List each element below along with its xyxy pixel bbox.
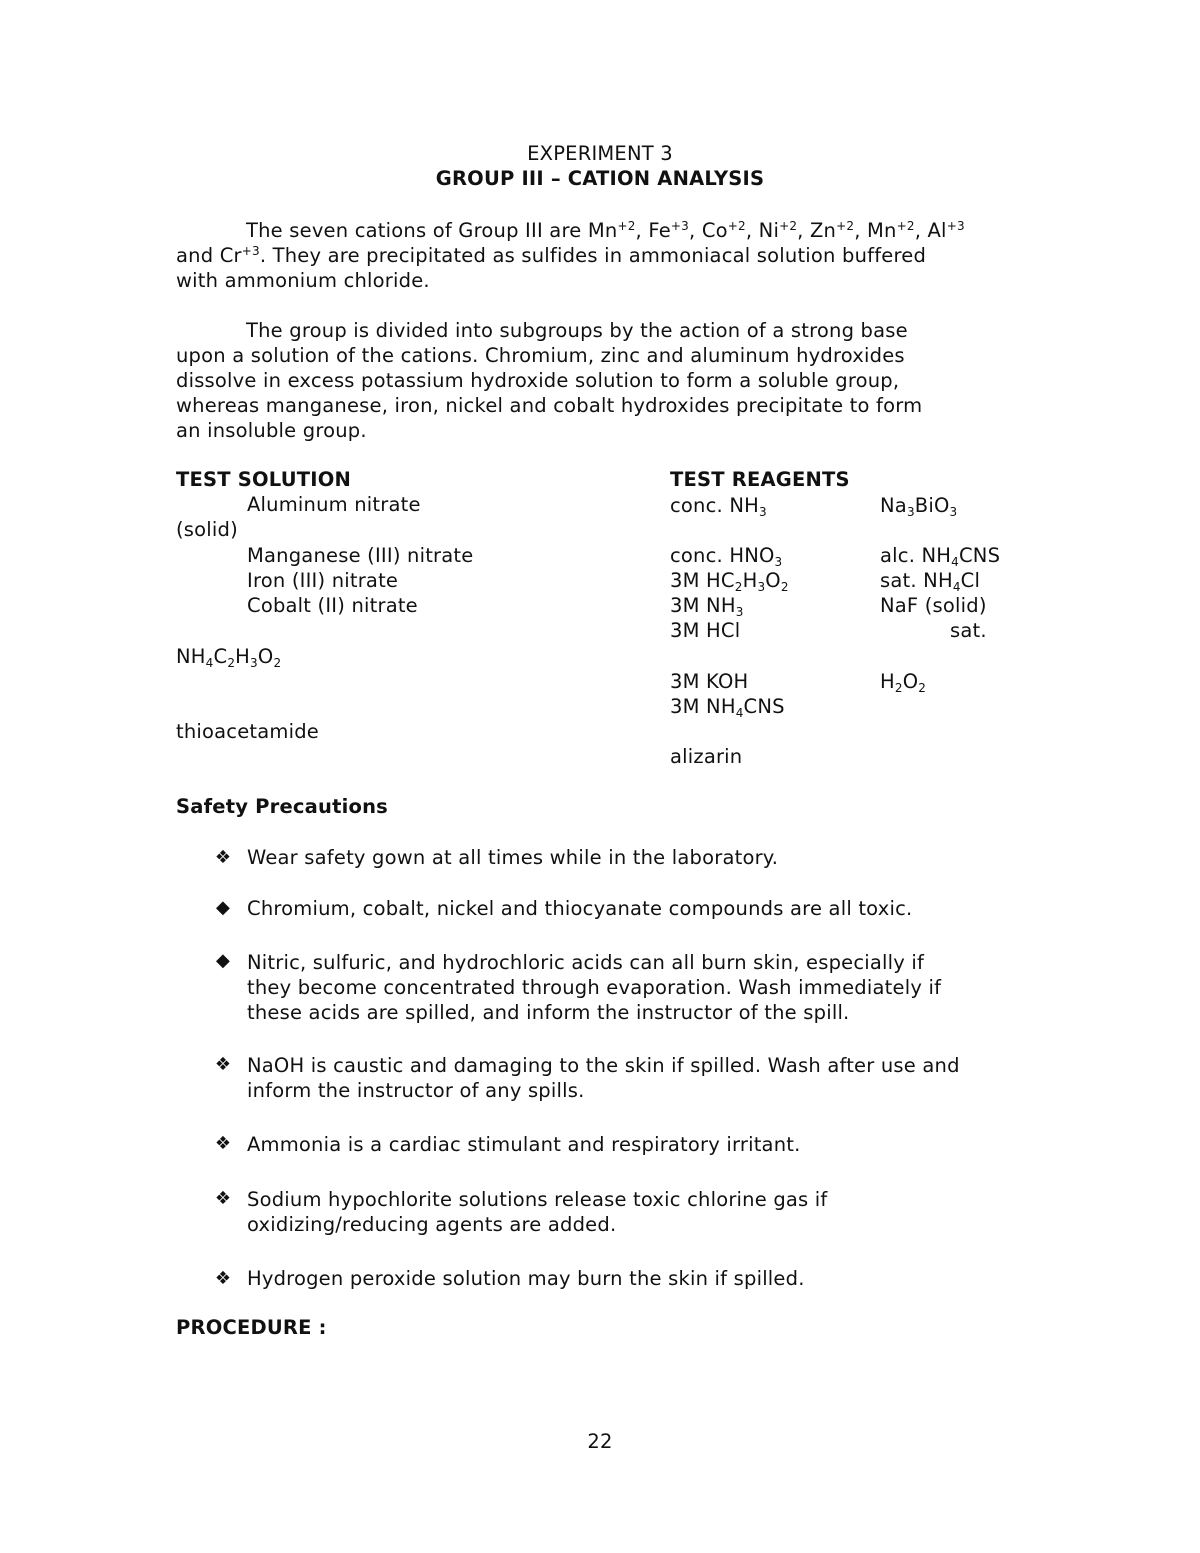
reagent-h2o2: $H_2O_2$ [880, 670, 927, 695]
reagent-alc-nh4cns: alc. $NH_4CNS$ [880, 544, 1001, 569]
four-diamond-bullet-icon: ❖ [214, 847, 232, 868]
safety-heading: Safety Precautions [176, 795, 388, 818]
subgroup-line-2: upon a solution of the cations. Chromium, zinc and aluminum hydroxides [176, 344, 905, 367]
safety-item-ammonia: Ammonia is a cardiac stimulant and respiratory irritant. [247, 1133, 801, 1156]
reagent-acetic-acid: 3M $HC_2H_3O_2$ [670, 569, 789, 594]
safety-item-peroxide: Hydrogen peroxide solution may burn the skin if spilled. [247, 1267, 805, 1290]
test-solution-heading: TEST SOLUTION [176, 468, 351, 491]
page-number: 22 [587, 1430, 613, 1453]
four-diamond-bullet-icon: ❖ [214, 1188, 232, 1209]
reagent-3m-nh3: 3M $NH_3$ [670, 594, 744, 619]
reagent-3m-koh: 3M KOH [670, 670, 749, 693]
experiment-title: EXPERIMENT 3 [527, 142, 673, 165]
solution-ammonium-acetate: $NH_4C_2H_3O_2$ [176, 645, 282, 670]
safety-item-acids: Nitric, sulfuric, and hydrochloric acids can all burn skin, especially if they become concentrated through evaporation. Wash immediately if these acids are spilled, and inform the instructor of the spill. [247, 951, 942, 1024]
cation-zn: $Zn^{+2}$ [809, 219, 855, 242]
black-diamond-bullet-icon: ◆ [215, 897, 231, 918]
reagent-sat-label: sat. [950, 619, 987, 642]
black-diamond-bullet-icon: ◆ [215, 950, 231, 971]
reagent-conc-hno3: conc. $HNO_3$ [670, 544, 783, 569]
intro-line-3: with ammonium chloride. [176, 269, 430, 292]
four-diamond-bullet-icon: ❖ [214, 1133, 232, 1154]
solution-cobalt-nitrate: Cobalt (II) nitrate [247, 594, 418, 617]
solution-iron-nitrate: Iron (III) nitrate [247, 569, 399, 592]
cation-mn: $Mn^{+2}$ [587, 219, 636, 242]
safety-item-toxic-compounds: Chromium, cobalt, nickel and thiocyanate compounds are all toxic. [247, 897, 913, 920]
cation-mn-2: $Mn^{+2}$ [867, 219, 915, 242]
solution-aluminum-nitrate: Aluminum nitrate [247, 493, 421, 516]
safety-item-naoh: NaOH is caustic and damaging to the skin if spilled. Wash after use and inform the instructor of any spills. [247, 1054, 960, 1102]
subgroup-line-3: dissolve in excess potassium hydroxide solution to form a soluble group, [176, 369, 900, 392]
solution-manganese-nitrate: Manganese (III) nitrate [247, 544, 474, 567]
four-diamond-bullet-icon: ❖ [214, 1268, 232, 1289]
reagent-alizarin: alizarin [670, 745, 743, 768]
cation-co: $Co^{+2}$ [701, 219, 746, 242]
reagent-naf: NaF (solid) [880, 594, 987, 617]
reagent-sat-nh4cl: sat. $NH_4Cl$ [880, 569, 981, 594]
procedure-heading: PROCEDURE : [176, 1316, 327, 1339]
safety-item-gown: Wear safety gown at all times while in the laboratory. [247, 846, 779, 869]
cation-cr: $Cr^{+3}$ [219, 244, 260, 267]
reagent-na3bio3: $Na_3BiO_3$ [880, 494, 958, 519]
subgroup-line-5: an insoluble group. [176, 419, 367, 442]
reagent-3m-nh4cns: 3M $NH_4CNS$ [670, 695, 785, 720]
reagent-3m-hcl: 3M HCl [670, 619, 741, 642]
solution-solid-note: (solid) [176, 518, 238, 541]
cation-al: $Al^{+3}$ [927, 219, 965, 242]
subgroup-paragraph [176, 318, 1036, 443]
cation-fe: $Fe^{+3}$ [648, 219, 689, 242]
intro-line-1: The seven cations of Group III are $Mn^{+2}$, $Fe^{+3}$, $Co^{+2}$, $Ni^{+2}$, $Zn^{+2}$, $Mn^{+2}$, $Al^{+3}$ [246, 219, 965, 242]
intro-line-2: and $Cr^{+3}$. They are precipitated as sulfides in ammoniacal solution buffered [176, 244, 927, 267]
solution-thioacetamide: thioacetamide [176, 720, 320, 743]
subgroup-line-4: whereas manganese, iron, nickel and cobalt hydroxides precipitate to form [176, 394, 923, 417]
four-diamond-bullet-icon: ❖ [214, 1054, 232, 1075]
intro-paragraph [176, 218, 1036, 293]
experiment-subtitle: GROUP III – CATION ANALYSIS [435, 167, 765, 190]
subgroup-line-1: The group is divided into subgroups by the action of a strong base [246, 319, 908, 342]
cation-ni: $Ni^{+2}$ [758, 219, 798, 242]
safety-item-hypochlorite: Sodium hypochlorite solutions release toxic chlorine gas if oxidizing/reducing agents are added. [247, 1188, 828, 1236]
test-reagents-heading: TEST REAGENTS [670, 468, 850, 491]
reagent-conc-nh3: conc. $NH_3$ [670, 494, 767, 519]
